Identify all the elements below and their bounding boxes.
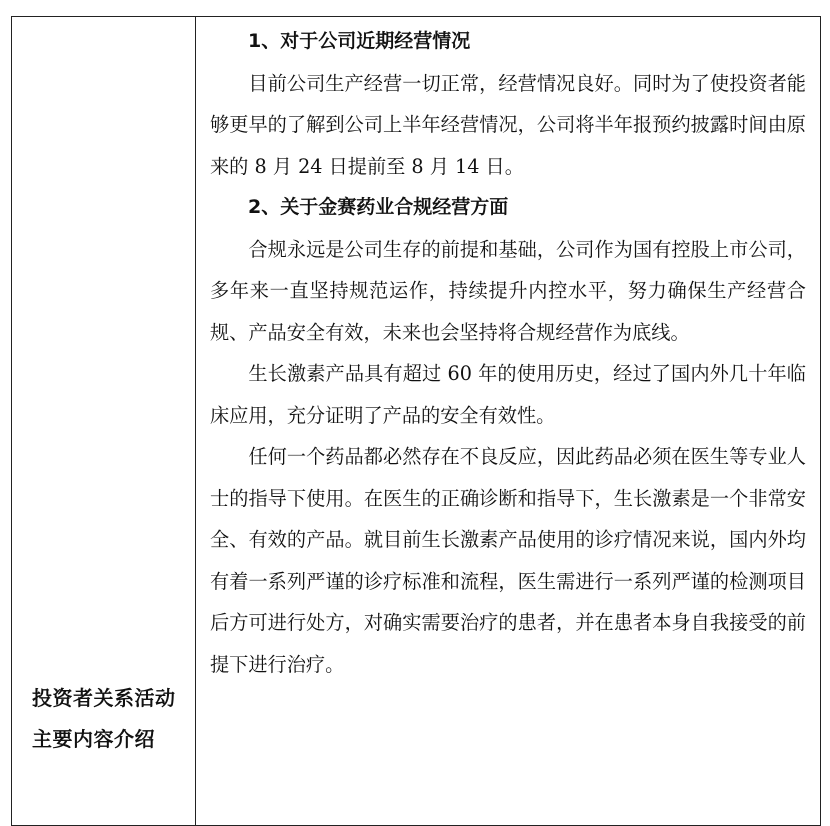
content-body xyxy=(210,21,806,685)
paragraph-adverse-reactions: 任何一个药品都必然存在不良反应，因此药品必须在医生等专业人士的指导下使用。在医生的正确诊断和指导下，生长激素是一个非常安全、有效的产品。就目前生长激素产品使用的诊疗情况来说，国内外均有着一系列严谨的诊疗标准和流程，医生需进行一系列严谨的检测项目后方可进行处方，对确实需要治疗的患者，并在患者本身自我接受的前提下进行治疗。 xyxy=(210,445,806,676)
row-label-line-2: 主要内容介绍 xyxy=(32,727,155,751)
row-label-line-1: 投资者关系活动 xyxy=(32,686,176,710)
paragraph-operations: 目前公司生产经营一切正常，经营情况良好。同时为了使投资者能够更早的了解到公司上半年经营情况，公司将半年报预约披露时间由原来的 8 月 24 日提前至 8 月 14 日。 xyxy=(210,71,806,178)
section-heading-compliance: 2、关于金赛药业合规经营方面 xyxy=(248,196,509,218)
row-label-cell xyxy=(12,17,196,826)
table-row xyxy=(12,17,821,826)
paragraph-compliance: 合规永远是公司生存的前提和基础，公司作为国有控股上市公司，多年来一直坚持规范运作，持续提升内控水平，努力确保生产经营合规、产品安全有效，未来也会坚持将合规经营作为底线。 xyxy=(210,237,806,344)
paragraph-product-history: 生长激素产品具有超过 60 年的使用历史，经过了国内外几十年临床应用，充分证明了产品的安全有效性。 xyxy=(210,362,806,427)
section-heading-operations: 1、对于公司近期经营情况 xyxy=(248,30,471,52)
row-content-cell xyxy=(196,17,821,826)
document-table xyxy=(11,16,821,826)
row-label xyxy=(32,678,192,760)
